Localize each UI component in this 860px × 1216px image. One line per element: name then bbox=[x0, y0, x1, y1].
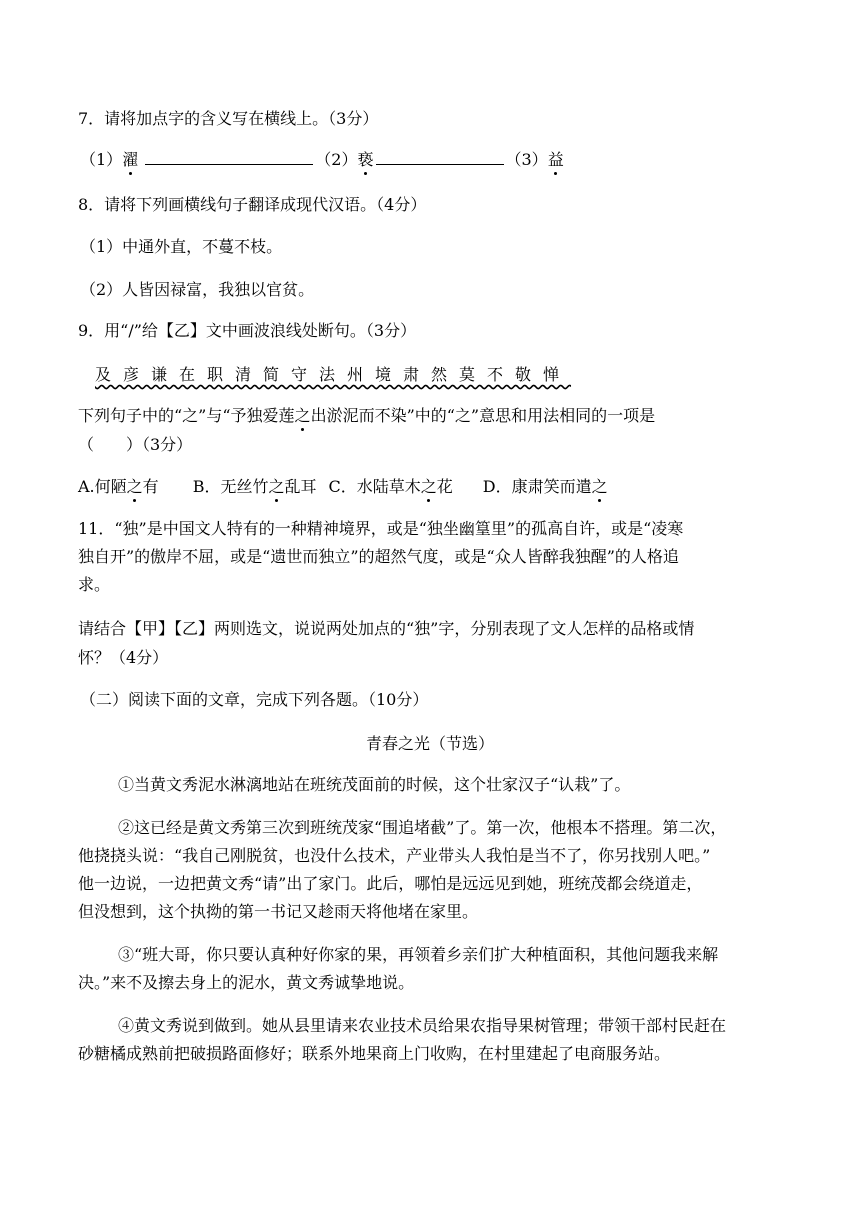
q10-stem-part-b: 出淤泥而不染”中的“之”意思和用法相同的一项是 bbox=[310, 406, 656, 425]
q10-option-a-dotted: 之 bbox=[126, 477, 143, 496]
q10-stem-line2: （ ）（3分） bbox=[78, 435, 193, 454]
article-paragraph-3-line-2: 决。”来不及擦去身上的泥水，黄文秀诚挚地说。 bbox=[78, 973, 415, 992]
q10-option-c-text: C．水陆草木 bbox=[328, 477, 421, 496]
article-paragraph-4-line-1: ④黄文秀说到做到。她从县里请来农业技术员给果农指导果树管理；带领干部村民赶在 bbox=[118, 1016, 727, 1035]
q10-option-d-text: D．康肃笑而遣 bbox=[482, 477, 592, 496]
article-paragraph-2-line-3: 他一边说，一边把黄文秀“请”出了家门。此后，哪怕是远远见到她，班统茂都会绕道走， bbox=[78, 874, 703, 893]
q9-stem: 9．用“/”给【乙】文中画波浪线处断句。（3分） bbox=[78, 321, 417, 340]
article-title: 青春之光（节选） bbox=[365, 734, 494, 753]
q8-stem: 8．请将下列画横线句子翻译成现代汉语。（4分） bbox=[78, 195, 427, 214]
q7-answer-blank-1[interactable] bbox=[145, 148, 313, 165]
q7-answer-blank-2[interactable] bbox=[376, 148, 504, 165]
q11-line-4: 请结合【甲】【乙】两则选文，说说两处加点的“独”字，分别表现了文人怎样的品格或情 bbox=[78, 619, 695, 638]
q10-option-b[interactable] bbox=[193, 477, 317, 496]
q10-option-d-dotted: 之 bbox=[591, 477, 608, 496]
q7-item3-char: 益 bbox=[547, 150, 564, 169]
q7-items bbox=[80, 148, 564, 171]
q10-option-c-dotted: 之 bbox=[420, 477, 437, 496]
article-paragraph-2-line-1: ②这已经是黄文秀第三次到班统茂家“围追堵截”了。第一次，他根本不搭理。第二次， bbox=[118, 818, 727, 837]
q10-option-a-text-end: 有 bbox=[142, 477, 159, 496]
q11-line-5: 怀？（4分） bbox=[78, 648, 169, 667]
section2-header: （二）阅读下面的文章，完成下列各题。（10分） bbox=[80, 690, 429, 709]
q10-stem-dotted-char: 之 bbox=[294, 406, 311, 425]
q7-item2-num: （2） bbox=[315, 150, 358, 169]
q7-item1-char: 濯 bbox=[122, 150, 139, 169]
q7-item3-num: （3） bbox=[505, 150, 548, 169]
q10-option-a[interactable] bbox=[78, 477, 159, 496]
q9-wavy-text: 及彦谦在职清简守法州境肃然莫不敬惮 bbox=[95, 365, 572, 384]
q11-line-3: 求。 bbox=[78, 575, 111, 594]
q10-option-d[interactable] bbox=[483, 477, 608, 496]
q9-passage bbox=[95, 364, 571, 386]
article-paragraph-1: ①当黄文秀泥水淋漓地站在班统茂面前的时候，这个壮家汉子“认栽”了。 bbox=[118, 775, 631, 794]
q11-line-2: 独自开”的傲岸不屈，或是“遗世而独立”的超然气度，或是“众人皆醉我独醒”的人格追 bbox=[78, 547, 679, 566]
q10-option-c-text-end: 花 bbox=[436, 477, 453, 496]
q8-sentence-2: （2）人皆因禄富，我独以官贫。 bbox=[80, 280, 315, 299]
article-paragraph-2-line-4: 但没想到，这个执拗的第一书记又趁雨天将他堵在家里。 bbox=[78, 902, 479, 921]
article-paragraph-2-line-2: 他挠挠头说：“我自己刚脱贫，也没什么技术，产业带头人我怕是当不了，你另找别人吧。” bbox=[78, 846, 711, 865]
q7-item2-char: 亵 bbox=[357, 150, 374, 169]
q10-option-b-text: B．无丝竹 bbox=[192, 477, 269, 496]
q10-option-b-text-end: 乱耳 bbox=[284, 477, 317, 496]
article-paragraph-4-line-2: 砂糖橘成熟前把破损路面修好；联系外地果商上门收购，在村里建起了电商服务站。 bbox=[78, 1044, 671, 1063]
q10-options bbox=[78, 476, 608, 498]
q10-option-c[interactable] bbox=[328, 477, 452, 496]
q10-option-b-dotted: 之 bbox=[268, 477, 285, 496]
q8-sentence-1: （1）中通外直，不蔓不枝。 bbox=[80, 237, 283, 256]
q10-stem-part-a: 下列句子中的“之”与“予独爱莲 bbox=[78, 406, 295, 425]
q7-stem: 7．请将加点字的含义写在横线上。（3分） bbox=[78, 109, 379, 128]
article-paragraph-3-line-1: ③“班大哥，你只要认真种好你家的果，再领着乡亲们扩大种植面积，其他问题我来解 bbox=[118, 945, 719, 964]
q11-line-1: 11．“独”是中国文人特有的一种精神境界，或是“独坐幽篁里”的孤高自许，或是“凌寒 bbox=[78, 519, 684, 538]
q7-item1-num: （1） bbox=[80, 150, 123, 169]
q10-option-a-text: A.何陋 bbox=[78, 477, 127, 496]
q10-stem-line1 bbox=[78, 405, 655, 427]
